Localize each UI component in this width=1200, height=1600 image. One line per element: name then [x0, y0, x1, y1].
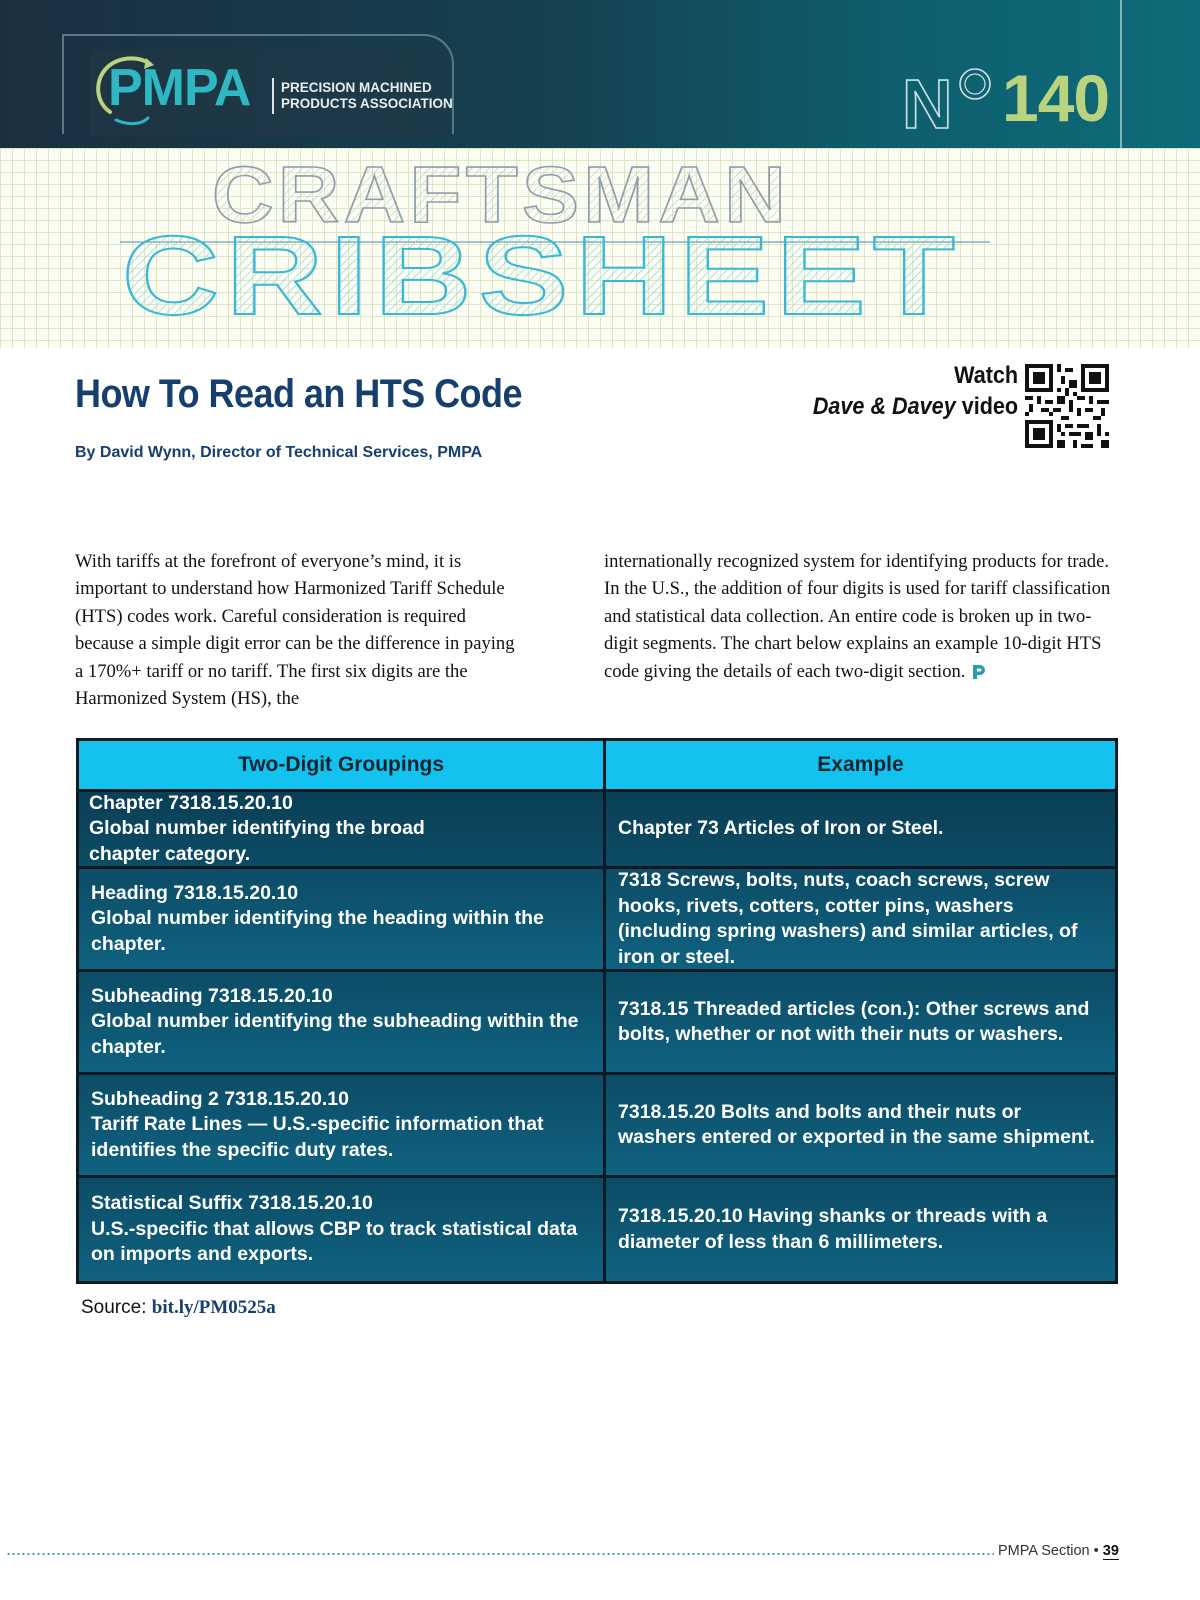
table-cell-example: 7318 Screws, bolts, nuts, coach screws, screw hooks, rivets, cotters, cotter pins, washers (including spring washers) and similar articles, of iron or steel. [606, 869, 1115, 969]
table-cell-example: Chapter 73 Articles of Iron or Steel. [606, 792, 1115, 866]
issue-number: 140 [1002, 61, 1110, 135]
logo-divider [272, 78, 274, 114]
footer-separator: • [1093, 1543, 1099, 1559]
table-row [79, 1072, 1115, 1175]
hts-code-table [76, 738, 1118, 1284]
table-cell-grouping: Subheading 2 7318.15.20.10 Tariff Rate Lines — U.S.-specific information that identifies the specific duty rates. [79, 1075, 606, 1175]
table-row [79, 789, 1115, 866]
body-column-right [604, 548, 1114, 685]
table-header-row [79, 741, 1115, 789]
video-word: video [955, 393, 1018, 420]
video-callout-line1: Watch [954, 362, 1018, 389]
video-callout[interactable] [813, 360, 1018, 422]
footer-dotted-rule [6, 1553, 994, 1555]
banner-line-craftsman: CRAFTSMAN [212, 150, 790, 239]
table-cell-example: 7318.15 Threaded articles (con.): Other screws and bolts, whether or not with their nuts or washers. [606, 972, 1115, 1072]
table-cell-grouping: Statistical Suffix 7318.15.20.10 U.S.-specific that allows CBP to track statistical data on imports and exports. [79, 1178, 606, 1281]
issue-number-label [900, 66, 1000, 136]
logo-subtitle-line2: PRODUCTS ASSOCIATION [281, 96, 453, 111]
issue-prefix-letter: N [902, 66, 953, 136]
logo-subtitle-line1: PRECISION MACHINED [281, 80, 432, 95]
masthead [0, 0, 1200, 148]
logo-subtitle [281, 80, 471, 112]
table-cell-grouping: Heading 7318.15.20.10 Global number identifying the heading within the chapter. [79, 869, 606, 969]
footer-section: PMPA Section [998, 1543, 1090, 1559]
header-divider [1120, 0, 1122, 148]
column-header-groupings: Two-Digit Groupings [79, 741, 606, 789]
column-header-example: Example [817, 753, 904, 776]
qr-code-icon[interactable] [1025, 364, 1109, 448]
banner-line-cribsheet: CRIBSHEET [122, 213, 962, 338]
body-column-left: With tariffs at the forefront of everyone’s mind, it is important to understand how Harmonized Tariff Schedule (HTS) codes work. Careful consideration is required because a simple digit error can be the difference in paying a 170%+ tariff or no tariff. The first six digits are the Harmonized System (HS), the [75, 551, 515, 710]
body-column-right-text: internationally recognized system for identifying products for trade. In the U.S., the addition of four digits is used for tariff classification and statistical data collection. An entire code is broken up in two-digit segments. The chart below explains an example 10-digit HTS code giving the details of each two-digit section. [604, 551, 1111, 682]
page-number: 39 [1102, 1543, 1119, 1559]
video-callout-line2 [813, 391, 1018, 422]
table-cell-grouping: Subheading 7318.15.20.10 Global number identifying the subheading within the chapter. [79, 972, 606, 1072]
table-row [79, 866, 1115, 969]
table-row [79, 969, 1115, 1072]
table-row [79, 1175, 1115, 1281]
table-cell-grouping: Chapter 7318.15.20.10 Global number identifying the broad chapter category. [79, 792, 606, 866]
graph-paper-banner [0, 148, 1200, 348]
article-title: How To Read an HTS Code [75, 372, 522, 416]
pmpa-p-icon [971, 663, 987, 681]
table-cell-example: 7318.15.20 Bolts and bolts and their nuts or washers entered or exported in the same shipment. [606, 1075, 1115, 1175]
page-footer [998, 1543, 1119, 1559]
banner-title [0, 148, 1200, 348]
logo-wordmark: PMPA [108, 59, 251, 117]
byline: By David Wynn, Director of Technical Services, PMPA [75, 444, 483, 461]
table-cell-example: 7318.15.20.10 Having shanks or threads with a diameter of less than 6 millimeters. [606, 1178, 1115, 1281]
source-link[interactable]: bit.ly/PM0525a [151, 1297, 276, 1318]
source-label: Source: [81, 1297, 152, 1318]
video-title: Dave & Davey [812, 393, 956, 420]
source-note [81, 1297, 276, 1319]
